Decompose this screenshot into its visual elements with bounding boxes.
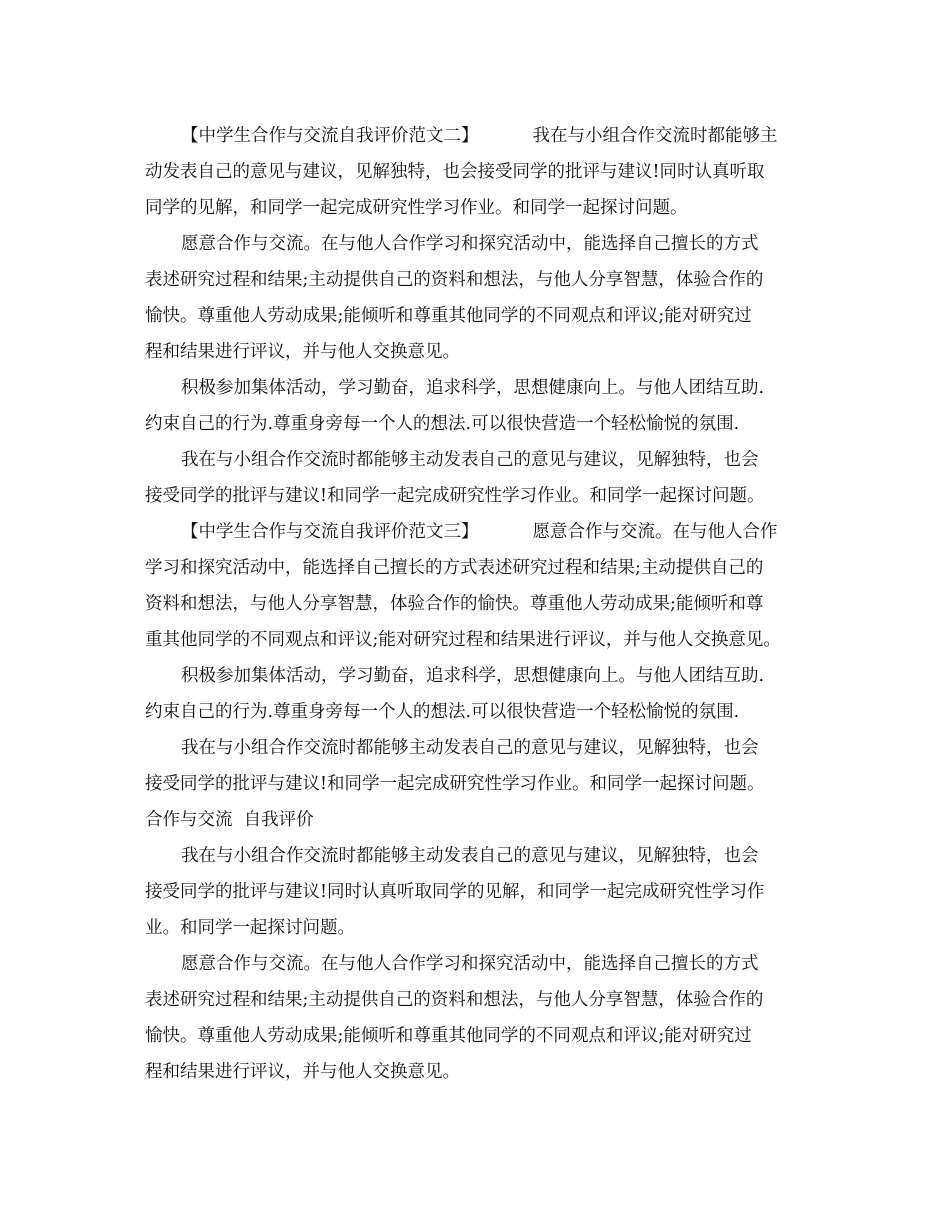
paragraph-line: 愉快。尊重他人劳动成果;能倾听和尊重其他同学的不同观点和评议;能对研究过 bbox=[145, 306, 752, 326]
paragraph-line: 我在与小组合作交流时都能够主 bbox=[532, 126, 778, 146]
section-title bbox=[145, 802, 825, 838]
paragraph-line: 重其他同学的不同观点和评议;能对研究过程和结果进行评议，并与他人交换意见。 bbox=[145, 630, 781, 650]
paragraph-line: 业。和同学一起探讨问题。 bbox=[145, 918, 355, 938]
essay-three-heading: 【中学生合作与交流自我评价范文三】 bbox=[181, 522, 479, 542]
paragraph-line: 学习和探究活动中，能选择自己擅长的方式表述研究过程和结果;主动提供自己的 bbox=[145, 558, 764, 578]
paragraph-line: 积极参加集体活动，学习勤奋，追求科学，思想健康向上。与他人团结互助. bbox=[181, 666, 765, 686]
paragraph-line: 愿意合作与交流。在与他人合作 bbox=[532, 522, 778, 542]
paragraph-line: 接受同学的批评与建议!同时认真听取同学的见解，和同学一起完成研究性学习作 bbox=[145, 882, 765, 902]
paragraph-line: 约束自己的行为.尊重身旁每一个人的想法.可以很快营造一个轻松愉悦的氛围. bbox=[145, 414, 740, 434]
paragraph-line: 我在与小组合作交流时都能够主动发表自己的意见与建议，见解独特，也会 bbox=[181, 450, 759, 470]
paragraph-line: 我在与小组合作交流时都能够主动发表自己的意见与建议，见解独特，也会 bbox=[181, 738, 759, 758]
paragraph-cooperation bbox=[145, 946, 825, 1090]
paragraph-line: 程和结果进行评议，并与他人交换意见。 bbox=[145, 342, 460, 362]
section-title-text: 合作与交流 自我评价 bbox=[145, 810, 314, 830]
paragraph-activities bbox=[145, 370, 825, 442]
paragraph-group-discussion bbox=[145, 730, 825, 802]
document-body bbox=[145, 118, 825, 1090]
paragraph-line: 表述研究过程和结果;主动提供自己的资料和想法，与他人分享智慧，体验合作的 bbox=[145, 270, 764, 290]
paragraph-essay-two-intro bbox=[145, 118, 825, 226]
essay-two-heading: 【中学生合作与交流自我评价范文二】 bbox=[181, 126, 479, 146]
paragraph-line: 同学的见解，和同学一起完成研究性学习作业。和同学一起探讨问题。 bbox=[145, 198, 688, 218]
paragraph-line: 程和结果进行评议，并与他人交换意见。 bbox=[145, 1062, 460, 1082]
paragraph-line: 我在与小组合作交流时都能够主动发表自己的意见与建议，见解独特，也会 bbox=[181, 846, 759, 866]
paragraph-line: 愉快。尊重他人劳动成果;能倾听和尊重其他同学的不同观点和评议;能对研究过 bbox=[145, 1026, 752, 1046]
paragraph-line: 接受同学的批评与建议!和同学一起完成研究性学习作业。和同学一起探讨问题。 bbox=[145, 486, 765, 506]
paragraph-line: 愿意合作与交流。在与他人合作学习和探究活动中，能选择自己擅长的方式 bbox=[181, 234, 759, 254]
paragraph-cooperation bbox=[145, 226, 825, 370]
paragraph-activities bbox=[145, 658, 825, 730]
paragraph-line: 约束自己的行为.尊重身旁每一个人的想法.可以很快营造一个轻松愉悦的氛围. bbox=[145, 702, 740, 722]
paragraph-line: 愿意合作与交流。在与他人合作学习和探究活动中，能选择自己擅长的方式 bbox=[181, 954, 759, 974]
paragraph-line: 积极参加集体活动，学习勤奋，追求科学，思想健康向上。与他人团结互助. bbox=[181, 378, 765, 398]
paragraph-line: 表述研究过程和结果;主动提供自己的资料和想法，与他人分享智慧，体验合作的 bbox=[145, 990, 764, 1010]
paragraph-line: 接受同学的批评与建议!和同学一起完成研究性学习作业。和同学一起探讨问题。 bbox=[145, 774, 765, 794]
paragraph-essay-three-intro bbox=[145, 514, 825, 658]
paragraph-line: 动发表自己的意见与建议，见解独特，也会接受同学的批评与建议!同时认真听取 bbox=[145, 162, 765, 182]
paragraph-group-discussion bbox=[145, 838, 825, 946]
paragraph-group-discussion bbox=[145, 442, 825, 514]
paragraph-line: 资料和想法，与他人分享智慧，体验合作的愉快。尊重他人劳动成果;能倾听和尊 bbox=[145, 594, 764, 614]
